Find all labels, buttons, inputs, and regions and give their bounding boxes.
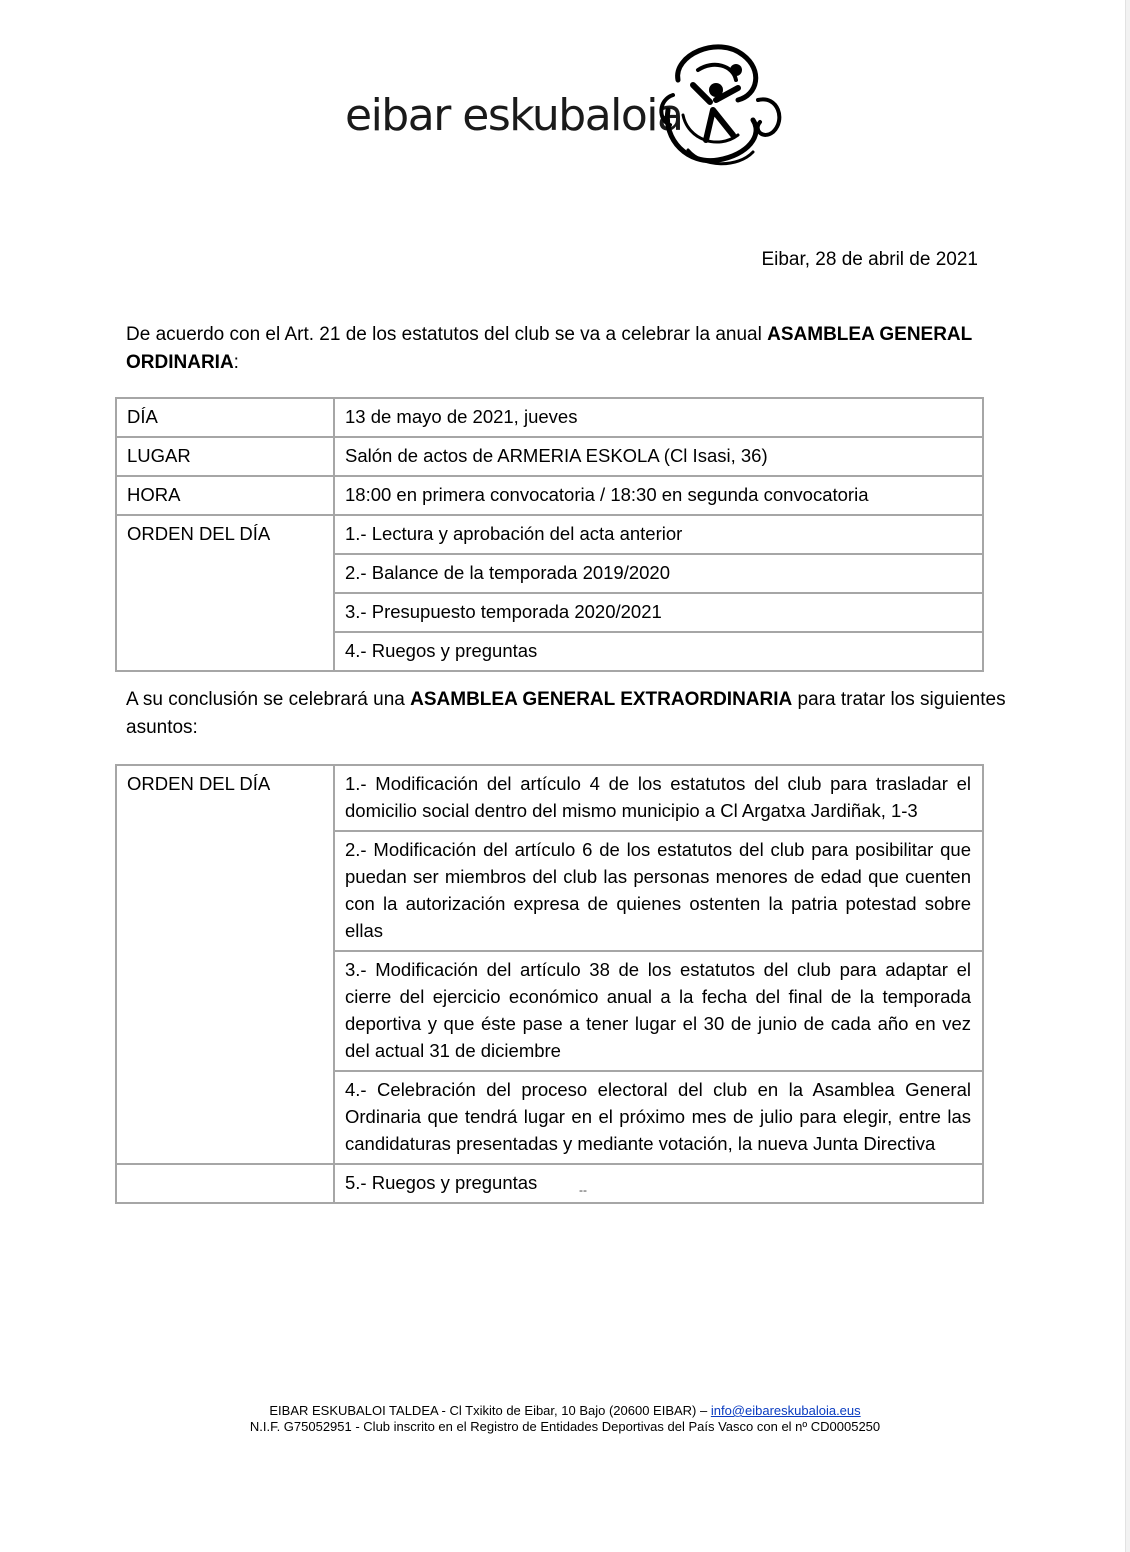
table-row <box>116 515 983 554</box>
agenda-item: 2.- Modificación del artículo 6 de los estatutos del club para posibilitar que puedan ser miembros del club las personas menores de edad que cuenten con la autorización expresa de quienes ostenten la patria potestad sobre ellas <box>334 831 983 951</box>
table-row <box>116 437 983 476</box>
place-label: LUGAR <box>116 437 334 476</box>
footer <box>0 1403 1130 1435</box>
empty-cell <box>116 1164 334 1203</box>
logo-wordmark: eibar eskubaloia <box>345 90 683 141</box>
agenda-item: 4.- Ruegos y preguntas <box>334 632 983 671</box>
agenda-label: ORDEN DEL DÍA <box>116 765 334 1164</box>
footer-registry-line: N.I.F. G75052951 - Club inscrito en el Registro de Entidades Deportivas del País Vasco con el nº CD0005250 <box>249 1419 881 1434</box>
agenda-item: 1.- Modificación del artículo 4 de los estatutos del club para trasladar el domicilio social dentro del mismo municipio a Cl Argatxa Jardiñak, 1-3 <box>334 765 983 831</box>
page-edge <box>1125 0 1130 1552</box>
agenda-item: 3.- Presupuesto temporada 2020/2021 <box>334 593 983 632</box>
ordinary-assembly-table <box>115 397 984 672</box>
club-logo <box>340 40 800 170</box>
place-value: Salón de actos de ARMERIA ESKOLA (Cl Isasi, 36) <box>334 437 983 476</box>
time-value: 18:00 en primera convocatoria / 18:30 en segunda convocatoria <box>334 476 983 515</box>
agenda-item: 3.- Modificación del artículo 38 de los estatutos del club para adaptar el cierre del ejercicio económico anual a la fecha del final de la temporada deportiva y que éste pase a tener lugar el 30 de junio de cada año en vez del actual 31 de diciembre <box>334 951 983 1071</box>
agenda-item: 2.- Balance de la temporada 2019/2020 <box>334 554 983 593</box>
conclusion-paragraph: A su conclusión se celebrará una ASAMBLEA GENERAL EXTRAORDINARIA para tratar los siguientes asuntos: <box>126 689 1006 738</box>
agenda-item: 1.- Lectura y aprobación del acta anterior <box>334 515 983 554</box>
day-value: 13 de mayo de 2021, jueves <box>334 398 983 437</box>
extraordinary-assembly-table <box>115 764 984 1204</box>
table-row <box>116 1164 983 1203</box>
agenda-item: 4.- Celebración del proceso electoral del club en la Asamblea General Ordinaria que tendrá lugar en el próximo mes de julio para elegir, entre las candidaturas presentadas y mediante votación, la nueva Junta Directiva <box>334 1071 983 1164</box>
agenda-label: ORDEN DEL DÍA <box>116 515 334 671</box>
day-label: DÍA <box>116 398 334 437</box>
email-link[interactable]: info@eibareskubaloia.eus <box>710 1403 861 1418</box>
document-date: Eibar, 28 de abril de 2021 <box>761 249 978 270</box>
table-row <box>116 476 983 515</box>
agenda-item: 5.- Ruegos y preguntas <box>334 1164 983 1203</box>
footer-address-line: EIBAR ESKUBALOI TALDEA - Cl Txikito de Eibar, 10 Bajo (20600 EIBAR) – info@eibareskubaloia.eus <box>269 1403 861 1418</box>
handball-player-icon <box>658 40 788 170</box>
time-label: HORA <box>116 476 334 515</box>
stray-mark: -- <box>579 1183 587 1197</box>
table-row <box>116 398 983 437</box>
table-row <box>116 765 983 831</box>
intro-paragraph: De acuerdo con el Art. 21 de los estatutos del club se va a celebrar la anual ASAMBLEA GENERAL ORDINARIA: <box>126 324 972 373</box>
